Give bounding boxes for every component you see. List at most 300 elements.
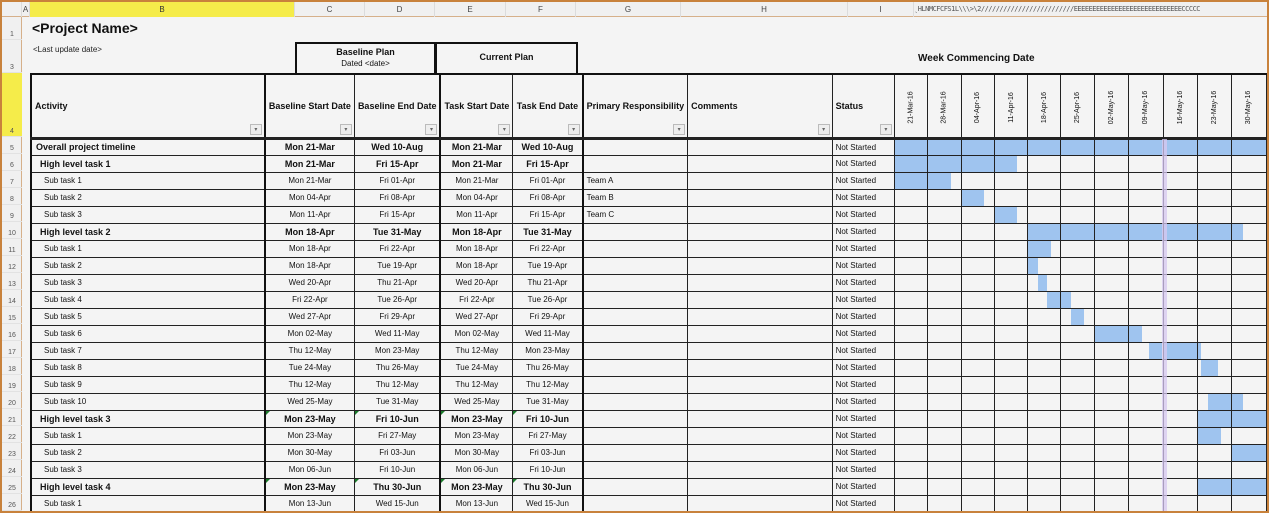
gantt-week-cell[interactable] [961, 172, 994, 189]
primary-responsibility-cell[interactable] [583, 444, 688, 461]
gantt-week-cell[interactable] [1163, 325, 1197, 342]
gantt-week-cell[interactable] [1061, 393, 1094, 410]
primary-responsibility-cell[interactable] [583, 240, 688, 257]
baseline-start-cell[interactable]: Thu 12-May [265, 376, 355, 393]
primary-responsibility-cell[interactable] [583, 410, 688, 427]
status-cell[interactable]: Not Started [832, 359, 894, 376]
gantt-week-cell[interactable] [1129, 376, 1163, 393]
gantt-week-cell[interactable] [1028, 155, 1061, 172]
gantt-week-cell[interactable] [961, 427, 994, 444]
baseline-start-cell[interactable]: Mon 18-Apr [265, 240, 355, 257]
filter-dropdown-icon[interactable]: ▾ [250, 124, 262, 135]
comments-cell[interactable] [688, 223, 832, 240]
filter-dropdown-icon[interactable]: ▾ [498, 124, 510, 135]
gantt-week-cell[interactable] [1094, 240, 1128, 257]
activity-header[interactable]: Activity ▾ [31, 74, 265, 138]
activity-cell[interactable]: Sub task 8 [31, 359, 265, 376]
baseline-start-cell[interactable]: Mon 23-May [265, 478, 355, 495]
baseline-end-cell[interactable]: Fri 10-Jun [354, 461, 440, 478]
gantt-week-cell[interactable] [894, 257, 927, 274]
gantt-week-cell[interactable] [1094, 257, 1128, 274]
gantt-week-cell[interactable] [1061, 308, 1094, 325]
gantt-week-cell[interactable] [1163, 274, 1197, 291]
baseline-start-cell[interactable]: Mon 21-Mar [265, 138, 355, 155]
status-cell[interactable]: Not Started [832, 155, 894, 172]
gantt-week-cell[interactable] [1197, 495, 1231, 512]
activity-cell[interactable]: High level task 3 [31, 410, 265, 427]
baseline-start-cell[interactable]: Wed 20-Apr [265, 274, 355, 291]
gantt-week-cell[interactable] [995, 461, 1028, 478]
task-start-cell[interactable]: Mon 13-Jun [440, 495, 512, 512]
status-cell[interactable]: Not Started [832, 291, 894, 308]
gantt-week-cell[interactable] [1129, 138, 1163, 155]
task-start-header[interactable]: Task Start Date ▾ [440, 74, 512, 138]
filter-dropdown-icon[interactable]: ▾ [340, 124, 352, 135]
task-start-cell[interactable]: Mon 18-Apr [440, 257, 512, 274]
gantt-week-cell[interactable] [1094, 291, 1128, 308]
gantt-week-cell[interactable] [1129, 461, 1163, 478]
gantt-week-cell[interactable] [1129, 240, 1163, 257]
gantt-week-cell[interactable] [961, 393, 994, 410]
week-header[interactable]: 09-May-16 [1129, 74, 1163, 138]
baseline-start-cell[interactable]: Mon 13-Jun [265, 495, 355, 512]
gantt-week-cell[interactable] [1129, 342, 1163, 359]
gantt-week-cell[interactable] [995, 495, 1028, 512]
comments-cell[interactable] [688, 342, 832, 359]
gantt-week-cell[interactable] [894, 325, 927, 342]
baseline-start-cell[interactable]: Mon 18-Apr [265, 223, 355, 240]
comments-cell[interactable] [688, 138, 832, 155]
baseline-start-cell[interactable]: Wed 25-May [265, 393, 355, 410]
gantt-week-cell[interactable] [1129, 274, 1163, 291]
baseline-end-cell[interactable]: Wed 10-Aug [354, 138, 440, 155]
task-start-cell[interactable]: Fri 22-Apr [440, 291, 512, 308]
gantt-week-cell[interactable] [1094, 342, 1128, 359]
gantt-week-cell[interactable] [1061, 325, 1094, 342]
gantt-week-cell[interactable] [961, 461, 994, 478]
gantt-week-cell[interactable] [1163, 342, 1197, 359]
gantt-week-cell[interactable] [1232, 138, 1267, 155]
task-end-cell[interactable]: Fri 27-May [513, 427, 583, 444]
row-header[interactable]: 20 [2, 392, 22, 409]
gantt-week-cell[interactable] [894, 393, 927, 410]
gantt-week-cell[interactable] [995, 138, 1028, 155]
baseline-start-cell[interactable]: Mon 04-Apr [265, 189, 355, 206]
task-start-cell[interactable]: Mon 23-May [440, 478, 512, 495]
row-header[interactable]: 16 [2, 324, 22, 341]
primary-responsibility-cell[interactable] [583, 478, 688, 495]
gantt-week-cell[interactable] [1028, 376, 1061, 393]
gantt-week-cell[interactable] [928, 444, 961, 461]
gantt-week-cell[interactable] [1197, 376, 1231, 393]
gantt-week-cell[interactable] [961, 308, 994, 325]
gantt-week-cell[interactable] [894, 274, 927, 291]
task-start-cell[interactable]: Tue 24-May [440, 359, 512, 376]
task-start-cell[interactable]: Mon 04-Apr [440, 189, 512, 206]
row-header[interactable]: 17 [2, 341, 22, 358]
week-header[interactable]: 11-Apr-16 [995, 74, 1028, 138]
gantt-week-cell[interactable] [995, 172, 1028, 189]
column-header-g[interactable]: G [576, 2, 681, 17]
gantt-week-cell[interactable] [961, 138, 994, 155]
gantt-week-cell[interactable] [1197, 393, 1231, 410]
gantt-week-cell[interactable] [894, 478, 927, 495]
row-header[interactable]: 10 [2, 222, 22, 239]
task-end-cell[interactable]: Fri 08-Apr [513, 189, 583, 206]
baseline-start-cell[interactable]: Mon 30-May [265, 444, 355, 461]
gantt-week-cell[interactable] [961, 206, 994, 223]
activity-cell[interactable]: Sub task 4 [31, 291, 265, 308]
row-header[interactable]: 22 [2, 426, 22, 443]
row-header[interactable]: 8 [2, 188, 22, 205]
comments-cell[interactable] [688, 444, 832, 461]
gantt-week-cell[interactable] [928, 342, 961, 359]
gantt-week-cell[interactable] [1232, 240, 1267, 257]
gantt-week-cell[interactable] [1163, 206, 1197, 223]
gantt-week-cell[interactable] [995, 393, 1028, 410]
task-end-cell[interactable]: Thu 30-Jun [513, 478, 583, 495]
gantt-column-headers-compressed[interactable]: ˎHLNMCFCFS1L\\\>\2/////////////////////////EEEEEEEEEEEEEEEEEEEEEEEEEEEEECCCCC [914, 5, 1201, 13]
gantt-week-cell[interactable] [928, 155, 961, 172]
baseline-end-cell[interactable]: Fri 29-Apr [354, 308, 440, 325]
gantt-week-cell[interactable] [961, 444, 994, 461]
gantt-week-cell[interactable] [1094, 393, 1128, 410]
gantt-week-cell[interactable] [1028, 359, 1061, 376]
task-start-cell[interactable]: Mon 21-Mar [440, 138, 512, 155]
activity-cell[interactable]: Sub task 9 [31, 376, 265, 393]
row-header[interactable]: 13 [2, 273, 22, 290]
gantt-week-cell[interactable] [1163, 308, 1197, 325]
gantt-week-cell[interactable] [1129, 257, 1163, 274]
comments-cell[interactable] [688, 325, 832, 342]
comments-header[interactable]: Comments ▾ [688, 74, 832, 138]
gantt-week-cell[interactable] [1061, 240, 1094, 257]
baseline-end-cell[interactable]: Thu 21-Apr [354, 274, 440, 291]
comments-cell[interactable] [688, 427, 832, 444]
status-cell[interactable]: Not Started [832, 325, 894, 342]
activity-cell[interactable]: Sub task 5 [31, 308, 265, 325]
gantt-week-cell[interactable] [1061, 155, 1094, 172]
column-header-i[interactable]: I [848, 2, 914, 17]
gantt-week-cell[interactable] [1061, 376, 1094, 393]
gantt-week-cell[interactable] [1163, 359, 1197, 376]
baseline-start-cell[interactable]: Wed 27-Apr [265, 308, 355, 325]
gantt-week-cell[interactable] [928, 189, 961, 206]
gantt-week-cell[interactable] [1061, 206, 1094, 223]
gantt-week-cell[interactable] [894, 308, 927, 325]
gantt-week-cell[interactable] [995, 410, 1028, 427]
gantt-week-cell[interactable] [961, 478, 994, 495]
gantt-week-cell[interactable] [1232, 444, 1267, 461]
gantt-week-cell[interactable] [1129, 206, 1163, 223]
gantt-week-cell[interactable] [1061, 257, 1094, 274]
task-start-cell[interactable]: Mon 18-Apr [440, 223, 512, 240]
baseline-end-cell[interactable]: Thu 30-Jun [354, 478, 440, 495]
status-cell[interactable]: Not Started [832, 257, 894, 274]
baseline-end-cell[interactable]: Tue 31-May [354, 223, 440, 240]
gantt-week-cell[interactable] [1094, 359, 1128, 376]
gantt-week-cell[interactable] [1232, 274, 1267, 291]
gantt-week-cell[interactable] [1094, 376, 1128, 393]
comments-cell[interactable] [688, 172, 832, 189]
gantt-week-cell[interactable] [1028, 427, 1061, 444]
primary-responsibility-cell[interactable] [583, 155, 688, 172]
gantt-week-cell[interactable] [995, 291, 1028, 308]
gantt-week-cell[interactable] [1094, 274, 1128, 291]
gantt-week-cell[interactable] [1232, 206, 1267, 223]
status-cell[interactable]: Not Started [832, 495, 894, 512]
gantt-week-cell[interactable] [894, 495, 927, 512]
gantt-week-cell[interactable] [1232, 478, 1267, 495]
comments-cell[interactable] [688, 189, 832, 206]
gantt-week-cell[interactable] [1197, 206, 1231, 223]
primary-responsibility-cell[interactable] [583, 376, 688, 393]
primary-responsibility-header[interactable]: Primary Responsibility ▾ [583, 74, 688, 138]
row-header[interactable]: 3 [2, 40, 22, 73]
primary-responsibility-cell[interactable] [583, 274, 688, 291]
status-cell[interactable]: Not Started [832, 376, 894, 393]
gantt-week-cell[interactable] [894, 240, 927, 257]
gantt-week-cell[interactable] [1061, 427, 1094, 444]
column-header-h[interactable]: H [681, 2, 848, 17]
gantt-week-cell[interactable] [1163, 172, 1197, 189]
status-cell[interactable]: Not Started [832, 240, 894, 257]
gantt-week-cell[interactable] [1129, 393, 1163, 410]
comments-cell[interactable] [688, 478, 832, 495]
gantt-week-cell[interactable] [1197, 359, 1231, 376]
comments-cell[interactable] [688, 308, 832, 325]
gantt-week-cell[interactable] [928, 376, 961, 393]
gantt-week-cell[interactable] [1094, 495, 1128, 512]
gantt-week-cell[interactable] [995, 444, 1028, 461]
gantt-week-cell[interactable] [1197, 257, 1231, 274]
column-header-c[interactable]: C [295, 2, 365, 17]
gantt-week-cell[interactable] [1197, 155, 1231, 172]
task-start-cell[interactable]: Mon 23-May [440, 427, 512, 444]
task-start-cell[interactable]: Thu 12-May [440, 342, 512, 359]
gantt-week-cell[interactable] [928, 410, 961, 427]
status-cell[interactable]: Not Started [832, 172, 894, 189]
gantt-week-cell[interactable] [1197, 189, 1231, 206]
gantt-week-cell[interactable] [1163, 495, 1197, 512]
gantt-week-cell[interactable] [1197, 223, 1231, 240]
task-end-cell[interactable]: Thu 26-May [513, 359, 583, 376]
gantt-week-cell[interactable] [1197, 410, 1231, 427]
gantt-week-cell[interactable] [1232, 410, 1267, 427]
baseline-end-cell[interactable]: Fri 27-May [354, 427, 440, 444]
baseline-end-cell[interactable]: Thu 12-May [354, 376, 440, 393]
row-header[interactable]: 18 [2, 358, 22, 375]
gantt-week-cell[interactable] [1061, 138, 1094, 155]
gantt-week-cell[interactable] [1232, 257, 1267, 274]
gantt-week-cell[interactable] [995, 274, 1028, 291]
gantt-week-cell[interactable] [961, 359, 994, 376]
gantt-week-cell[interactable] [961, 189, 994, 206]
filter-dropdown-icon[interactable]: ▾ [425, 124, 437, 135]
gantt-week-cell[interactable] [1094, 206, 1128, 223]
gantt-week-cell[interactable] [1163, 478, 1197, 495]
task-end-cell[interactable]: Fri 15-Apr [513, 155, 583, 172]
filter-dropdown-icon[interactable]: ▾ [673, 124, 685, 135]
gantt-week-cell[interactable] [961, 257, 994, 274]
gantt-week-cell[interactable] [961, 274, 994, 291]
gantt-week-cell[interactable] [1028, 274, 1061, 291]
gantt-week-cell[interactable] [928, 291, 961, 308]
task-start-cell[interactable]: Wed 27-Apr [440, 308, 512, 325]
gantt-week-cell[interactable] [1232, 461, 1267, 478]
gantt-week-cell[interactable] [928, 478, 961, 495]
gantt-week-cell[interactable] [928, 138, 961, 155]
row-header[interactable]: 21 [2, 409, 22, 426]
baseline-end-cell[interactable]: Wed 11-May [354, 325, 440, 342]
gantt-week-cell[interactable] [1094, 308, 1128, 325]
baseline-end-cell[interactable]: Tue 19-Apr [354, 257, 440, 274]
gantt-week-cell[interactable] [995, 376, 1028, 393]
gantt-week-cell[interactable] [894, 444, 927, 461]
primary-responsibility-cell[interactable] [583, 461, 688, 478]
activity-cell[interactable]: High level task 4 [31, 478, 265, 495]
comments-cell[interactable] [688, 257, 832, 274]
status-header[interactable]: Status ▾ [832, 74, 894, 138]
gantt-week-cell[interactable] [995, 325, 1028, 342]
baseline-start-cell[interactable]: Mon 21-Mar [265, 172, 355, 189]
gantt-week-cell[interactable] [1028, 478, 1061, 495]
task-end-cell[interactable]: Wed 10-Aug [513, 138, 583, 155]
baseline-end-cell[interactable]: Fri 01-Apr [354, 172, 440, 189]
gantt-week-cell[interactable] [928, 172, 961, 189]
baseline-end-cell[interactable]: Tue 31-May [354, 393, 440, 410]
gantt-week-cell[interactable] [1094, 172, 1128, 189]
task-end-cell[interactable]: Fri 01-Apr [513, 172, 583, 189]
column-header-f[interactable]: F [506, 2, 576, 17]
gantt-week-cell[interactable] [1232, 291, 1267, 308]
gantt-week-cell[interactable] [1094, 325, 1128, 342]
activity-cell[interactable]: High level task 2 [31, 223, 265, 240]
gantt-week-cell[interactable] [1129, 189, 1163, 206]
last-update-date[interactable]: <Last update date> [33, 45, 102, 54]
gantt-week-cell[interactable] [1028, 172, 1061, 189]
activity-cell[interactable]: Overall project timeline [31, 138, 265, 155]
primary-responsibility-cell[interactable] [583, 223, 688, 240]
gantt-week-cell[interactable] [1129, 427, 1163, 444]
gantt-week-cell[interactable] [1163, 257, 1197, 274]
row-header[interactable]: 25 [2, 477, 22, 494]
baseline-start-cell[interactable]: Mon 18-Apr [265, 257, 355, 274]
gantt-week-cell[interactable] [961, 240, 994, 257]
gantt-week-cell[interactable] [1232, 172, 1267, 189]
gantt-week-cell[interactable] [1163, 461, 1197, 478]
status-cell[interactable]: Not Started [832, 308, 894, 325]
task-start-cell[interactable]: Mon 18-Apr [440, 240, 512, 257]
gantt-week-cell[interactable] [1028, 461, 1061, 478]
gantt-week-cell[interactable] [1163, 410, 1197, 427]
comments-cell[interactable] [688, 376, 832, 393]
baseline-start-cell[interactable]: Mon 23-May [265, 410, 355, 427]
primary-responsibility-cell[interactable]: Team C [583, 206, 688, 223]
task-start-cell[interactable]: Mon 06-Jun [440, 461, 512, 478]
gantt-week-cell[interactable] [1129, 155, 1163, 172]
gantt-week-cell[interactable] [1094, 138, 1128, 155]
task-end-cell[interactable]: Fri 03-Jun [513, 444, 583, 461]
gantt-week-cell[interactable] [1028, 444, 1061, 461]
gantt-week-cell[interactable] [1028, 240, 1061, 257]
gantt-week-cell[interactable] [1163, 427, 1197, 444]
baseline-end-cell[interactable]: Fri 22-Apr [354, 240, 440, 257]
activity-cell[interactable]: Sub task 1 [31, 172, 265, 189]
baseline-start-cell[interactable]: Mon 02-May [265, 325, 355, 342]
status-cell[interactable]: Not Started [832, 410, 894, 427]
row-header[interactable]: 11 [2, 239, 22, 256]
gantt-week-cell[interactable] [1163, 393, 1197, 410]
activity-cell[interactable]: Sub task 2 [31, 189, 265, 206]
gantt-week-cell[interactable] [961, 155, 994, 172]
task-end-cell[interactable]: Fri 29-Apr [513, 308, 583, 325]
gantt-week-cell[interactable] [1129, 495, 1163, 512]
gantt-week-cell[interactable] [1129, 444, 1163, 461]
task-start-cell[interactable]: Mon 23-May [440, 410, 512, 427]
column-header-a[interactable]: A [22, 2, 30, 17]
gantt-week-cell[interactable] [1028, 342, 1061, 359]
activity-cell[interactable]: Sub task 3 [31, 206, 265, 223]
gantt-week-cell[interactable] [1028, 206, 1061, 223]
gantt-week-cell[interactable] [894, 291, 927, 308]
row-header[interactable]: 7 [2, 171, 22, 188]
comments-cell[interactable] [688, 240, 832, 257]
gantt-week-cell[interactable] [961, 376, 994, 393]
gantt-week-cell[interactable] [995, 427, 1028, 444]
task-end-cell[interactable]: Tue 19-Apr [513, 257, 583, 274]
status-cell[interactable]: Not Started [832, 274, 894, 291]
gantt-week-cell[interactable] [928, 393, 961, 410]
gantt-week-cell[interactable] [1061, 274, 1094, 291]
gantt-week-cell[interactable] [1197, 325, 1231, 342]
week-header[interactable]: 28-Mar-16 [928, 74, 961, 138]
week-header[interactable]: 23-May-16 [1197, 74, 1231, 138]
gantt-week-cell[interactable] [1061, 495, 1094, 512]
gantt-week-cell[interactable] [1061, 444, 1094, 461]
gantt-week-cell[interactable] [928, 223, 961, 240]
gantt-week-cell[interactable] [1197, 444, 1231, 461]
gantt-week-cell[interactable] [1163, 291, 1197, 308]
status-cell[interactable]: Not Started [832, 342, 894, 359]
gantt-week-cell[interactable] [928, 359, 961, 376]
gantt-week-cell[interactable] [1129, 291, 1163, 308]
gantt-week-cell[interactable] [894, 427, 927, 444]
week-header[interactable]: 04-Apr-16 [961, 74, 994, 138]
row-header[interactable]: 5 [2, 137, 22, 154]
baseline-start-cell[interactable]: Mon 23-May [265, 427, 355, 444]
gantt-week-cell[interactable] [928, 461, 961, 478]
comments-cell[interactable] [688, 461, 832, 478]
gantt-week-cell[interactable] [1197, 240, 1231, 257]
comments-cell[interactable] [688, 410, 832, 427]
baseline-start-cell[interactable]: Mon 11-Apr [265, 206, 355, 223]
activity-cell[interactable]: Sub task 2 [31, 444, 265, 461]
comments-cell[interactable] [688, 359, 832, 376]
status-cell[interactable]: Not Started [832, 461, 894, 478]
gantt-week-cell[interactable] [894, 155, 927, 172]
gantt-week-cell[interactable] [1197, 172, 1231, 189]
baseline-end-cell[interactable]: Fri 03-Jun [354, 444, 440, 461]
column-header-e[interactable]: E [435, 2, 506, 17]
gantt-week-cell[interactable] [1028, 325, 1061, 342]
primary-responsibility-cell[interactable] [583, 325, 688, 342]
task-end-cell[interactable]: Tue 31-May [513, 393, 583, 410]
gantt-week-cell[interactable] [1061, 291, 1094, 308]
primary-responsibility-cell[interactable]: Team B [583, 189, 688, 206]
gantt-week-cell[interactable] [928, 206, 961, 223]
column-header-b[interactable]: B [30, 2, 295, 17]
